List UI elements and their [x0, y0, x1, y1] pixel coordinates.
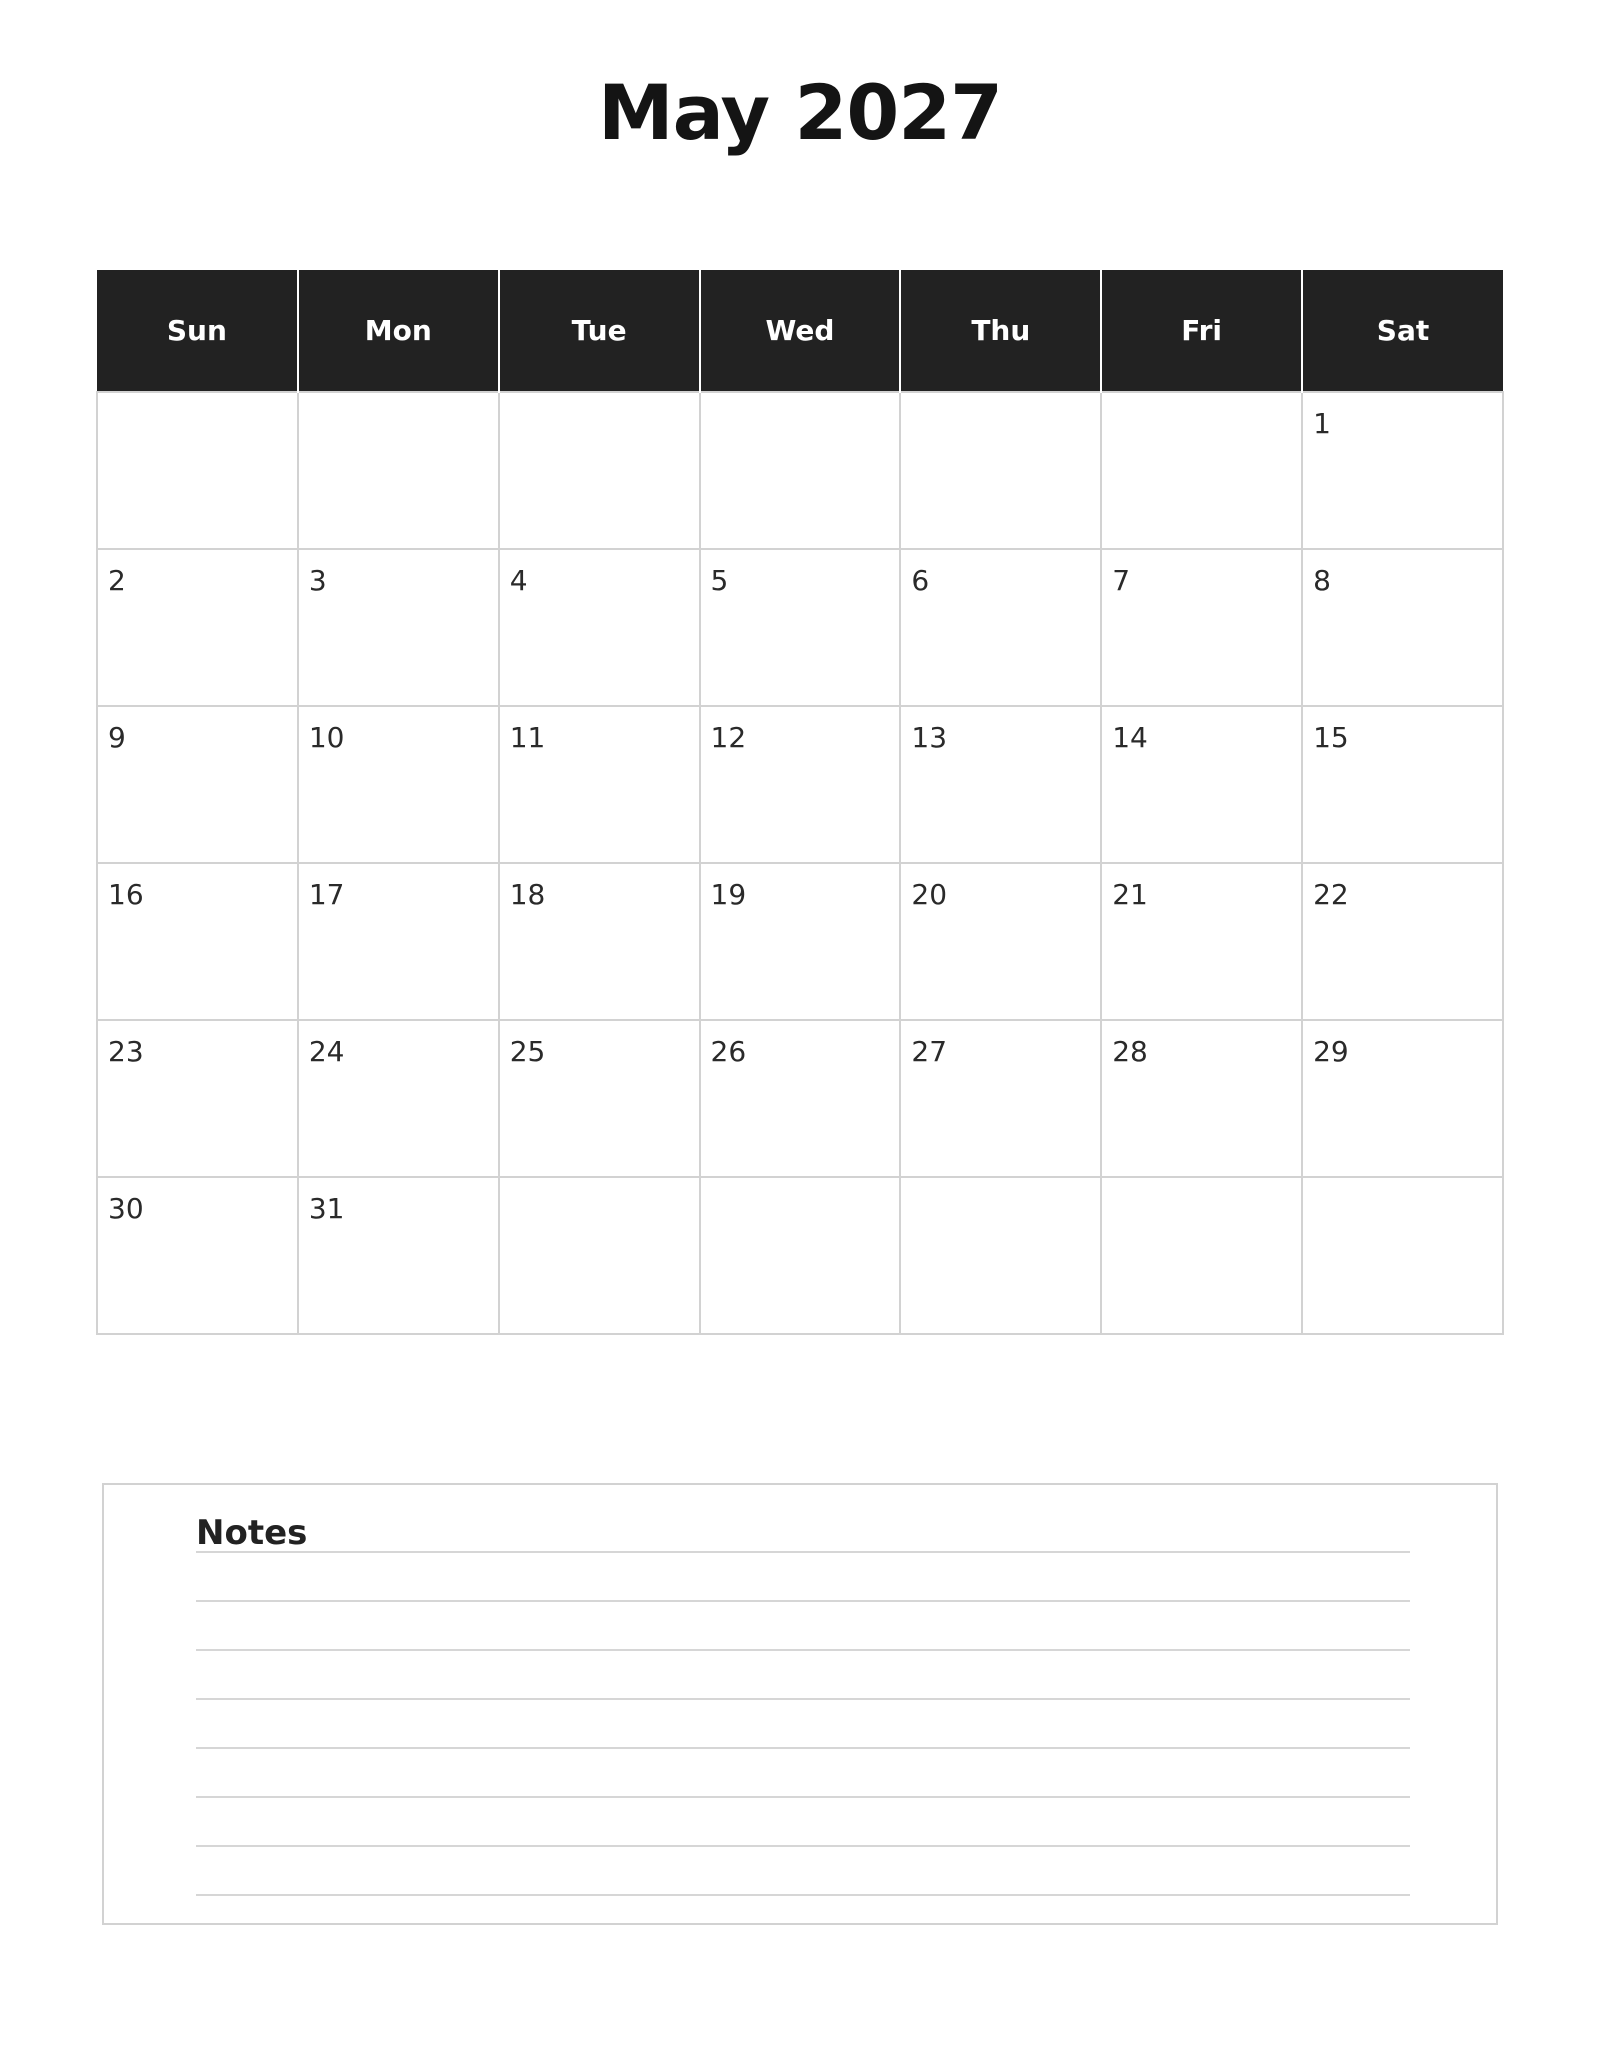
- calendar-day-cell: [1302, 392, 1503, 549]
- calendar-body: [97, 392, 1503, 1334]
- day-number: 1: [1313, 407, 1331, 440]
- day-number: 21: [1112, 878, 1148, 911]
- calendar-day-cell: [900, 549, 1101, 706]
- day-number: 31: [308, 1192, 345, 1225]
- day-number: 8: [1313, 564, 1331, 597]
- day-number: 13: [911, 721, 948, 754]
- calendar-empty-cell: [1302, 1177, 1503, 1334]
- weekday-header-sat: Sat: [1302, 270, 1503, 392]
- day-number: 2: [108, 564, 126, 597]
- day-number: 20: [911, 878, 948, 911]
- calendar-day-cell: [97, 863, 298, 1020]
- note-line: [196, 1698, 1410, 1700]
- calendar-day-cell: [900, 1020, 1101, 1177]
- day-number: 23: [108, 1035, 144, 1068]
- calendar-day-cell: [298, 706, 499, 863]
- notes-box: [102, 1483, 1498, 1925]
- day-number: 12: [710, 721, 747, 754]
- weekday-header-wed: Wed: [700, 270, 901, 392]
- day-number: 24: [308, 1035, 345, 1068]
- day-number: 26: [710, 1035, 747, 1068]
- calendar-day-cell: [700, 1020, 901, 1177]
- calendar-day-cell: [1101, 549, 1302, 706]
- calendar-day-cell: [298, 1020, 499, 1177]
- calendar-empty-cell: [499, 392, 700, 549]
- note-line: [196, 1796, 1410, 1798]
- calendar-day-cell: [1302, 706, 1503, 863]
- calendar-day-cell: [1302, 549, 1503, 706]
- calendar-day-cell: [298, 549, 499, 706]
- weekday-header-fri: Fri: [1101, 270, 1302, 392]
- calendar-day-cell: [900, 863, 1101, 1020]
- page-title: May 2027: [597, 68, 1003, 157]
- calendar-day-cell: [298, 1177, 499, 1334]
- calendar-empty-cell: [900, 1177, 1101, 1334]
- day-number: 15: [1313, 721, 1349, 754]
- calendar-day-cell: [1101, 863, 1302, 1020]
- day-number: 9: [108, 721, 126, 754]
- calendar-week-row: [97, 549, 1503, 706]
- calendar-week-row: [97, 392, 1503, 549]
- calendar-day-cell: [298, 863, 499, 1020]
- calendar-empty-cell: [700, 1177, 901, 1334]
- calendar-day-cell: [97, 1020, 298, 1177]
- day-number: 6: [911, 564, 930, 597]
- calendar-day-cell: [97, 549, 298, 706]
- day-number: 30: [108, 1192, 144, 1225]
- calendar-day-cell: [499, 863, 700, 1020]
- calendar-empty-cell: [97, 392, 298, 549]
- note-line: [196, 1649, 1410, 1651]
- calendar-day-cell: [499, 549, 700, 706]
- note-line: [196, 1600, 1410, 1602]
- day-number: 10: [308, 721, 345, 754]
- calendar-week-row: [97, 863, 1503, 1020]
- day-number: 5: [710, 564, 729, 597]
- weekday-header-mon: Mon: [298, 270, 499, 392]
- calendar-day-cell: [97, 706, 298, 863]
- calendar-day-cell: [499, 1020, 700, 1177]
- notes-title: Notes: [196, 1513, 308, 1553]
- day-number: 19: [710, 878, 747, 911]
- weekday-header-sun: Sun: [97, 270, 298, 392]
- weekday-header-tue: Tue: [499, 270, 700, 392]
- calendar-week-row: [97, 1177, 1503, 1334]
- day-number: 4: [509, 564, 528, 597]
- day-number: 11: [509, 721, 546, 754]
- calendar-day-cell: [1101, 706, 1302, 863]
- calendar-week-row: [97, 1020, 1503, 1177]
- calendar-empty-cell: [499, 1177, 700, 1334]
- calendar-empty-cell: [298, 392, 499, 549]
- day-number: 7: [1112, 564, 1131, 597]
- note-line: [196, 1894, 1410, 1896]
- day-number: 16: [108, 878, 144, 911]
- calendar-grid: [96, 270, 1504, 1335]
- day-number: 28: [1112, 1035, 1148, 1068]
- calendar-empty-cell: [1101, 392, 1302, 549]
- calendar-day-cell: [700, 863, 901, 1020]
- day-number: 17: [308, 878, 345, 911]
- calendar-week-row: [97, 706, 1503, 863]
- calendar-day-cell: [700, 706, 901, 863]
- calendar-empty-cell: [900, 392, 1101, 549]
- calendar-day-cell: [700, 549, 901, 706]
- calendar-day-cell: [1302, 863, 1503, 1020]
- calendar-day-cell: [900, 706, 1101, 863]
- day-number: 27: [911, 1035, 948, 1068]
- calendar-empty-cell: [1101, 1177, 1302, 1334]
- weekday-header-row: [97, 270, 1503, 392]
- day-number: 29: [1313, 1035, 1349, 1068]
- weekday-header-thu: Thu: [900, 270, 1101, 392]
- note-line: [196, 1845, 1410, 1847]
- calendar-day-cell: [1302, 1020, 1503, 1177]
- day-number: 3: [308, 564, 327, 597]
- day-number: 22: [1313, 878, 1349, 911]
- day-number: 18: [509, 878, 546, 911]
- calendar-day-cell: [97, 1177, 298, 1334]
- calendar-day-cell: [1101, 1020, 1302, 1177]
- note-line: [196, 1551, 1410, 1553]
- calendar-empty-cell: [700, 392, 901, 549]
- note-line: [196, 1747, 1410, 1749]
- day-number: 14: [1112, 721, 1148, 754]
- calendar-day-cell: [499, 706, 700, 863]
- day-number: 25: [509, 1035, 546, 1068]
